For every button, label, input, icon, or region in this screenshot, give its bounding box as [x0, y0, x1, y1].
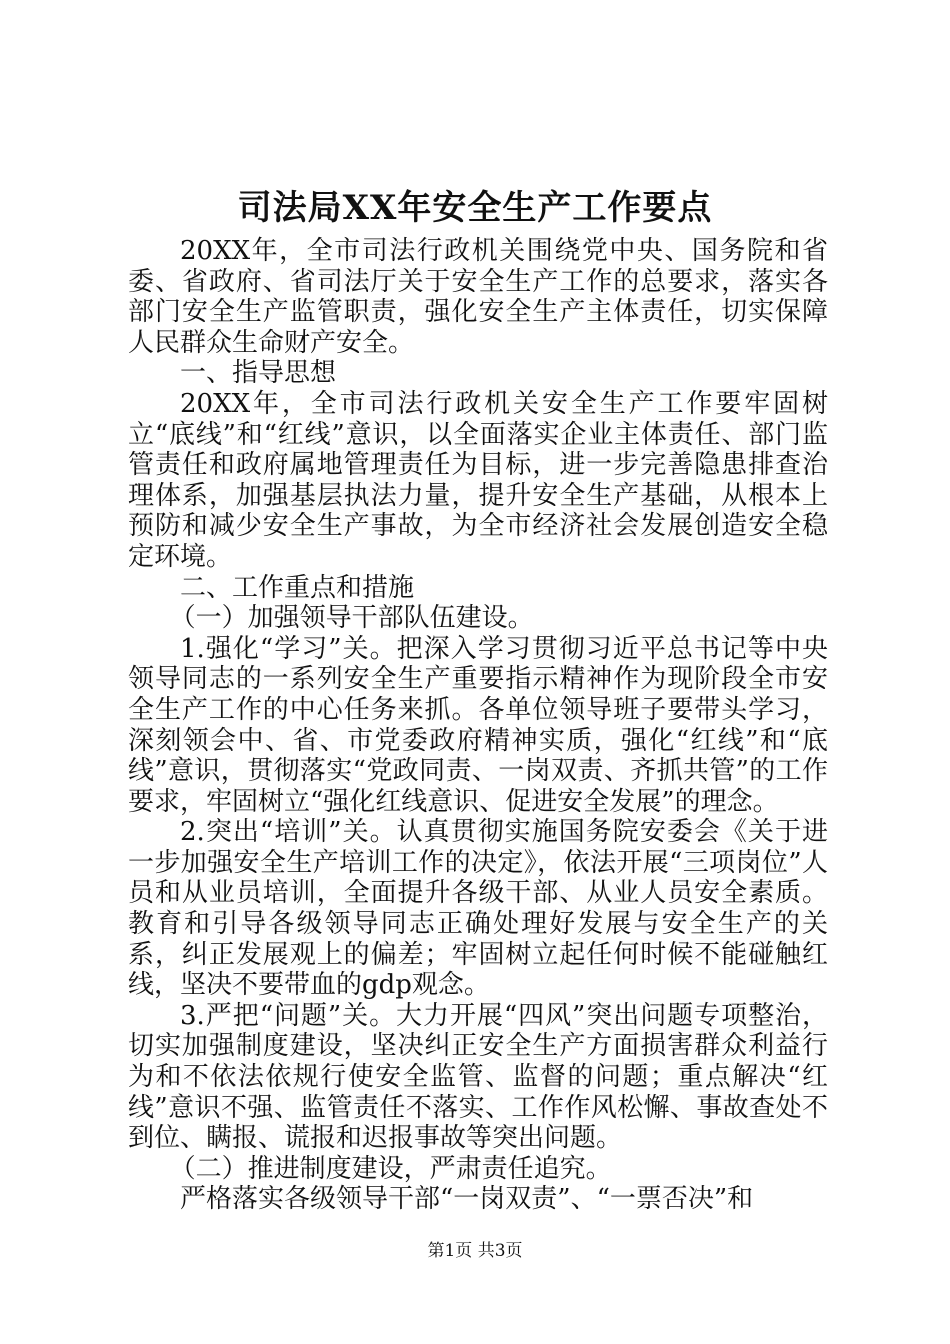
paragraph-intro: 20XX年，全市司法行政机关围绕党中央、国务院和省委、省政府、省司法厅关于安全生产工作的总要求，落实各部门安全生产监管职责，强化安全生产主体责任，切实保障人民群众生命财产安全。 — [128, 236, 828, 358]
paragraph-guiding-ideology: 20XX年，全市司法行政机关安全生产工作要牢固树立“底线”和“红线”意识，以全面落实企业主体责任、部门监管责任和政府属地管理责任为目标，进一步完善隐患排查治理体系，加强基层执法力量，提升安全生产基础，从根本上预防和减少安全生产事故，为全市经济社会发展创造安全稳定环境。 — [128, 388, 828, 572]
paragraph-item-1-study: 1.强化“学习”关。把深入学习贯彻习近平总书记等中央领导同志的一系列安全生产重要指示精神作为现阶段全市安全生产工作的中心任务来抓。各单位领导班子要带头学习，深刻领会中、省、市党委政府精神实质，强化“红线”和“底线”意识，贯彻落实“党政同责、一岗双责、齐抓共管”的工作要求，牢固树立“强化红线意识、促进安全发展”的理念。 — [128, 633, 828, 817]
page-footer: 第1页 共3页 — [427, 1241, 523, 1261]
section-heading-guiding-ideology: 一、指导思想 — [180, 358, 337, 389]
paragraph-system-continued: 严格落实各级领导干部“一岗双责”、“一票否决”和 — [180, 1184, 754, 1215]
paragraph-item-3-problems: 3.严把“问题”关。大力开展“四风”突出问题专项整治，切实加强制度建设，坚决纠正安全生产方面损害群众利益行为和不依法依规行使安全监管、监督的问题；重点解决“红线”意识不强、监管责任不落实、工作作风松懈、事故查处不到位、瞒报、谎报和迟报事故等突出问题。 — [128, 1000, 828, 1154]
subsection-heading-system: （二）推进制度建设，严肃责任追究。 — [169, 1153, 612, 1184]
subsection-heading-leadership: （一）加强领导干部队伍建设。 — [169, 603, 534, 634]
section-heading-key-work: 二、工作重点和措施 — [180, 572, 415, 603]
paragraph-item-2-training: 2.突出“培训”关。认真贯彻实施国务院安委会《关于进一步加强安全生产培训工作的决定》，依法开展“三项岗位”人员和从业员培训，全面提升各级干部、从业人员安全素质。教育和引导各级领导同志正确处理好发展与安全生产的关系，纠正发展观上的偏差；牢固树立起任何时候不能碰触红线，坚决不要带血的gdp观念。 — [128, 817, 828, 1001]
document-title: 司法局XX年安全生产工作要点 — [237, 188, 713, 228]
document-body — [128, 236, 828, 1215]
